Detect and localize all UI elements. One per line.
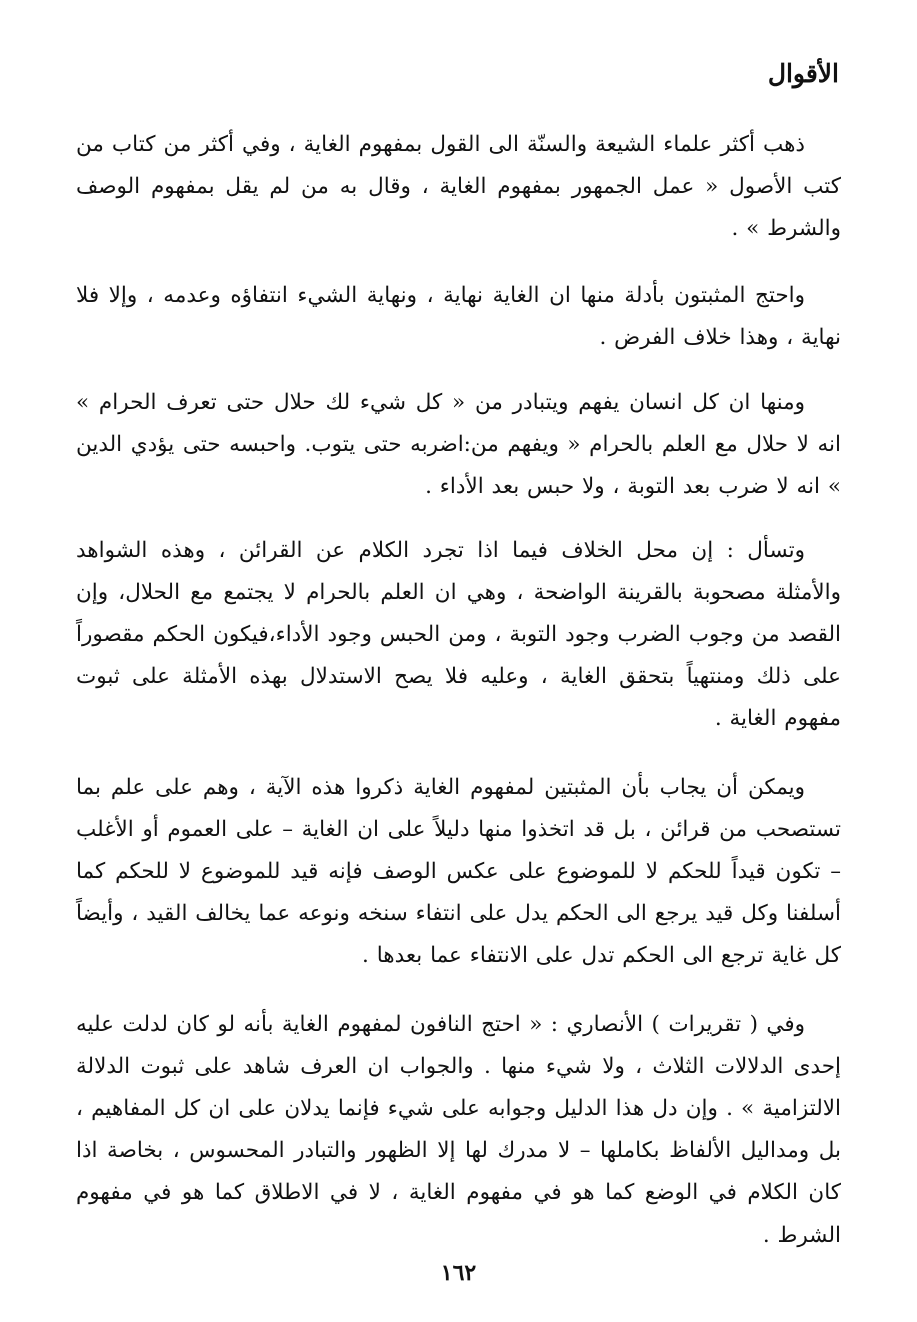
page-number: ١٦٢ xyxy=(440,1260,477,1286)
paragraph-5: ويمكن أن يجاب بأن المثبتين لمفهوم الغاية ذكروا هذه الآية ، وهم على علم بما تستصحب من قرائن ، بل قد اتخذوا منها دليلاً على ان الغاية – على العموم أو الأغلب – تكون قيداً للحكم لا للموضوع على عكس الوصف فإنه قيد للموضوع لا للحكم كما أسلفنا وكل قيد يرجع الى الحكم يدل على انتفاء سنخه ونوعه عما يخالف القيد ، وأيضاً كل غاية ترجع الى الحكم تدل على الانتفاء عما بعدها . xyxy=(76,774,841,969)
paragraph-3: ومنها ان كل انسان يفهم ويتبادر من « كل شيء لك حلال حتى تعرف الحرام » انه لا حلال مع العلم بالحرام « ويفهم من:اضربه حتى يتوب. واحبسه حتى يؤدي الدين » انه لا ضرب بعد التوبة ، ولا حبس بعد الأداء . xyxy=(76,390,841,500)
paragraph-4: وتسأل : إن محل الخلاف فيما اذا تجرد الكلام عن القرائن ، وهذه الشواهد والأمثلة مصحوبة بالقرينة الواضحة ، وهي ان العلم بالحرام لا يجتمع مع الحلال، وإن القصد من وجوب الضرب وجود التوبة ، ومن الحبس وجود الأداء،فيكون الحكم مقصوراً على ذلك ومنتهياً بتحقق الغاية ، وعليه فلا يصح الاستدلال بهذه الأمثلة على ثبوت مفهوم الغاية . xyxy=(76,537,841,732)
body-text xyxy=(76,124,841,1257)
section-heading: الأقوال xyxy=(767,59,839,88)
paragraph-6: وفي ( تقريرات ) الأنصاري : « احتج النافون لمفهوم الغاية بأنه لو كان لدلت عليه إحدى الدلالات الثلاث ، ولا شيء منها . والجواب ان العرف شاهد على ثبوت الدلالة الالتزامية » . وإن دل هذا الدليل وجوابه على شيء فإنما يدلان على ان كل المفاهيم ، بل ومداليل الألفاظ بكاملها – لا مدرك لها إلا الظهور والتبادر المحسوس ، بخاصة اذا كان الكلام في الوضع كما هو في مفهوم الغاية ، لا في الاطلاق كما هو في مفهوم الشرط . xyxy=(76,1011,841,1248)
paragraph-1: ذهب أكثر علماء الشيعة والسنّة الى القول بمفهوم الغاية ، وفي أكثر من كتاب من كتب الأصول « عمل الجمهور بمفهوم الغاية ، وقال به من لم يقل بمفهوم الوصف والشرط » . xyxy=(76,132,841,242)
paragraph-2: واحتج المثبتون بأدلة منها ان الغاية نهاية ، ونهاية الشيء انتفاؤه وعدمه ، وإلا فلا نهاية ، وهذا خلاف الفرض . xyxy=(76,282,841,350)
